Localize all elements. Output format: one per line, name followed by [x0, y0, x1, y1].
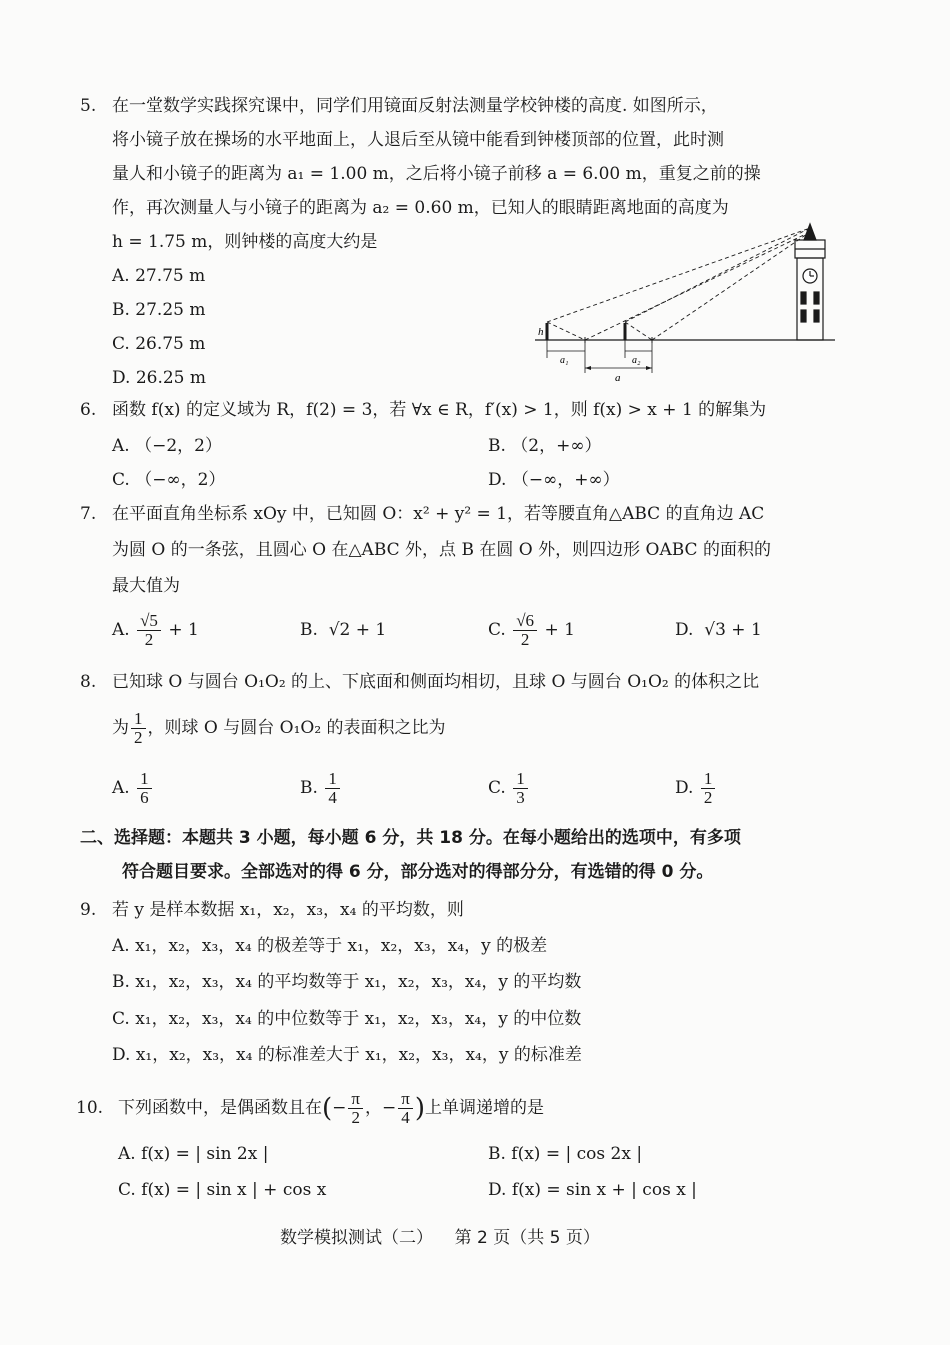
q6-option-b: B. （2，+∞） — [488, 436, 602, 456]
section-2-heading-line-1: 二、选择题：本题共 3 小题，每小题 6 分，共 18 分。在每小题给出的选项中，有多项 — [80, 828, 741, 848]
q9-number: 9. — [80, 900, 97, 920]
q6-option-a: A. （−2，2） — [112, 436, 222, 456]
sight-lines — [547, 228, 810, 340]
q7-stem-line-2: 为圆 O 的一条弦，且圆心 O 在△ABC 外，点 B 在圆 O 外，则四边形 OABC 的面积的 — [112, 540, 771, 560]
q8-stem-line-1: 已知球 O 与圆台 O₁O₂ 的上、下底面和侧面均相切，且球 O 与圆台 O₁O₂ 的体积之比 — [112, 672, 760, 692]
q7-option-b: B. √2 + 1 — [300, 620, 387, 640]
q5-option-b: B. 27.25 m — [112, 300, 206, 320]
q7-option-a: A. $\frac{√5}{2}$ + 1 — [112, 611, 199, 649]
q5-option-a: A. 27.75 m — [112, 266, 206, 286]
q7-option-c: C. $\frac{√6}{2}$ + 1 — [488, 611, 575, 649]
q6-stem: 函数 f(x) 的定义域为 R，f(2) = 3，若 ∀x ∈ R，f′(x) > 1，则 f(x) > x + 1 的解集为 — [112, 400, 767, 420]
h-label: h — [538, 326, 544, 338]
q8-stem-line-2: 为 $\frac{1}{2}$ ，则球 O 与圆台 O₁O₂ 的表面积之比为 — [112, 709, 446, 747]
q9-option-c: C. x₁，x₂，x₃，x₄ 的中位数等于 x₁，x₂，x₃，x₄，y 的中位数 — [112, 1009, 582, 1029]
a2-label: a₂ — [632, 355, 641, 366]
q8-option-c: C. $\frac{1}{3}$ — [488, 766, 530, 810]
q8-option-d: D. $\frac{1}{2}$ — [675, 766, 717, 810]
q6-option-c: C. （−∞，2） — [112, 470, 226, 490]
q8-number: 8. — [80, 672, 97, 692]
q10-number: 10. — [76, 1098, 104, 1118]
q8-option-a: A. $\frac{1}{6}$ — [112, 766, 154, 810]
q5-stem-line-2: 将小镜子放在操场的水平地面上，人退后至从镜中能看到钟楼顶部的位置，此时测 — [112, 130, 724, 150]
q6-number: 6. — [80, 400, 97, 420]
q10-option-b: B. f(x) = | cos 2x | — [488, 1144, 643, 1164]
q5-stem-line-4: 作，再次测量人与小镜子的距离为 a₂ = 0.60 m，已知人的眼睛距离地面的高度为 — [112, 198, 729, 218]
q5-option-d: D. 26.25 m — [112, 368, 207, 388]
q7-stem-line-1: 在平面直角坐标系 xOy 中，已知圆 O：x² + y² = 1，若等腰直角△ABC 的直角边 AC — [112, 504, 765, 524]
q5-stem-line-1: 在一堂数学实践探究课中，同学们用镜面反射法测量学校钟楼的高度. 如图所示， — [112, 96, 718, 116]
q6-option-d: D. （−∞，+∞） — [488, 470, 620, 490]
q10-option-d: D. f(x) = sin x + | cos x | — [488, 1180, 697, 1200]
q10-option-a: A. f(x) = | sin 2x | — [118, 1144, 269, 1164]
q7-number: 7. — [80, 504, 97, 524]
q5-stem-line-3: 量人和小镜子的距离为 a₁ = 1.00 m，之后将小镜子前移 a = 6.00 m，重复之前的操 — [112, 164, 761, 184]
q5-number: 5. — [80, 96, 97, 116]
q5-option-c: C. 26.75 m — [112, 334, 206, 354]
clock-tower-figure — [530, 218, 840, 388]
q10-option-c: C. f(x) = | sin x | + cos x — [118, 1180, 327, 1200]
section-2-heading-line-2: 符合题目要求。全部选对的得 6 分，部分选对的得部分分，有选错的得 0 分。 — [122, 862, 714, 882]
a1-label: a₁ — [560, 355, 569, 366]
q10-stem: 下列函数中，是偶函数且在(− $\frac{\pi}{2}$ ，− $\frac{\pi}{4}$ )上单调递增的是 — [118, 1089, 544, 1127]
q5-stem-line-5: h = 1.75 m，则钟楼的高度大约是 — [112, 232, 378, 252]
q9-option-b: B. x₁，x₂，x₃，x₄ 的平均数等于 x₁，x₂，x₃，x₄，y 的平均数 — [112, 972, 582, 992]
q7-option-d: D. √3 + 1 — [675, 620, 762, 640]
q8-option-b: B. $\frac{1}{4}$ — [300, 766, 342, 810]
q9-stem: 若 y 是样本数据 x₁，x₂，x₃，x₄ 的平均数，则 — [112, 900, 464, 920]
clock-tower — [795, 224, 825, 340]
page-footer: 数学模拟测试（二） 第 2 页（共 5 页） — [280, 1228, 600, 1248]
q7-stem-line-3: 最大值为 — [112, 576, 180, 596]
q9-option-a: A. x₁，x₂，x₃，x₄ 的极差等于 x₁，x₂，x₃，x₄，y 的极差 — [112, 936, 548, 956]
a-label: a — [615, 372, 621, 384]
q9-option-d: D. x₁，x₂，x₃，x₄ 的标准差大于 x₁，x₂，x₃，x₄，y 的标准差 — [112, 1045, 582, 1065]
